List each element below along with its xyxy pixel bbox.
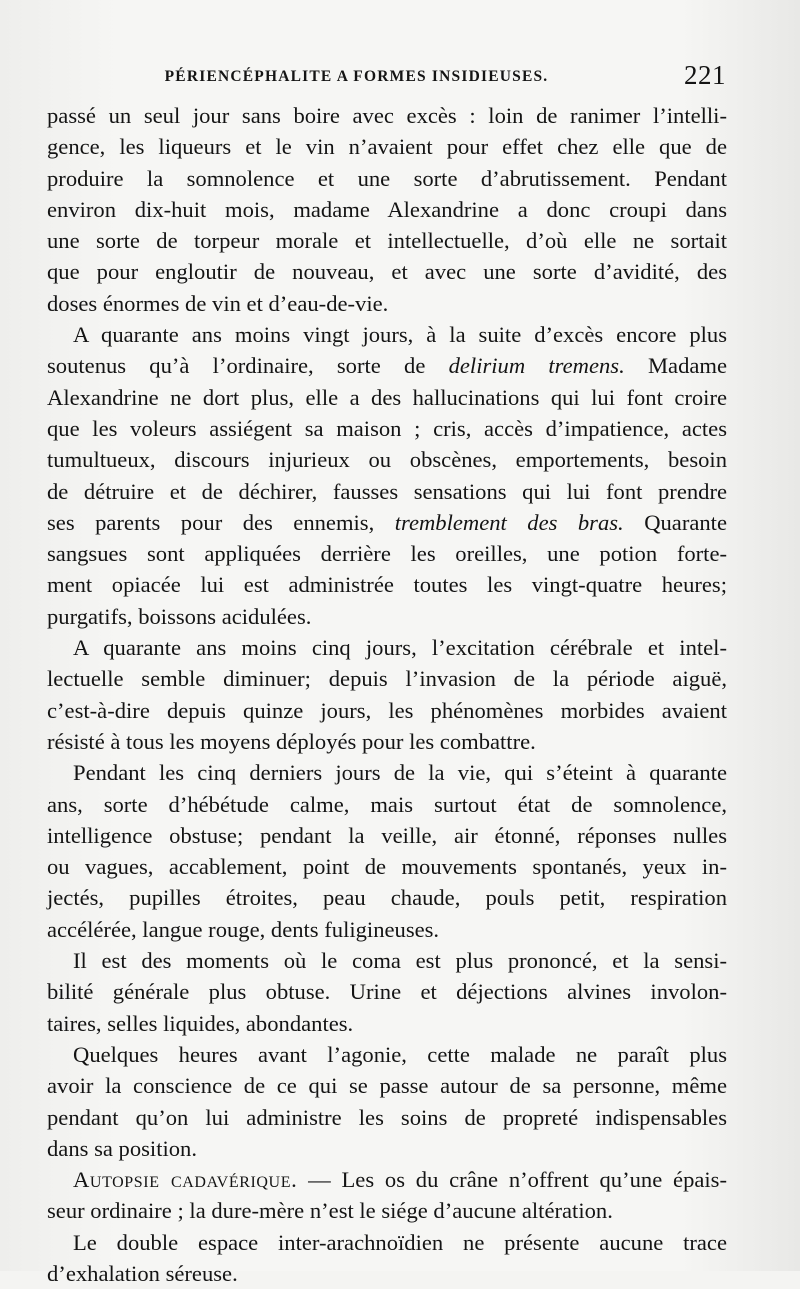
text-line: passé un seul jour sans boire avec excès : loin de ranimer l’intelli- [47,103,727,128]
text-line: gence, les liqueurs et le vin n’avaient pour effet chez elle que de [47,134,727,160]
text-line: pendant qu’on lui administre les soins de propreté indispensables [47,1104,727,1130]
text-line: intelligence obstuse; pendant la veille, air étonné, réponses nulles [47,822,727,848]
text-line: purgatifs, boissons acidulées. [47,603,312,629]
text-line: avoir la conscience de ce qui se passe autour de sa personne, même [47,1073,727,1099]
text-line: seur ordinaire ; la dure-mère n’est le siége d’aucune altération. [47,1198,613,1224]
text-line: taires, selles liquides, abondantes. [47,1010,354,1036]
text-line: environ dix-huit mois, madame Alexandrine a donc croupi dans [47,196,727,222]
paragraph-excitation [47,632,727,757]
text-line: jectés, pupilles étroites, peau chaude, pouls petit, respiration [47,885,727,911]
text-segment: soutenus qu’à l’ordinaire, sorte de [47,353,426,379]
paragraph-arachnoid [47,1227,727,1289]
italic-term: tremblement des bras. [394,509,624,535]
text-line: ans, sorte d’hébétude calme, mais surtout état de somnolence, [47,791,727,817]
text-line: c’est-à-dire depuis quinze jours, les phénomènes morbides avaient [47,697,727,723]
text-line: tumultueux, discours injurieux ou obscènes, emportements, besoin [47,447,727,473]
text-line: produire la somnolence et une sorte d’abrutissement. Pendant [47,165,727,191]
page-number: 221 [684,60,726,90]
text-line: accélérée, langue rouge, dents fuligineuses. [47,916,440,942]
text-line: une sorte de torpeur morale et intellectuelle, d’où elle ne sortait [47,228,727,254]
text-line-mixed [47,1164,727,1195]
text-line: résisté à tous les moyens déployés pour les combattre. [47,728,536,754]
paragraph-continuation [47,100,727,319]
running-title: PÉRIENCÉPHALITE A FORMES INSIDIEUSES. [164,68,549,85]
text-line: Alexandrine ne dort plus, elle a des hallucinations qui lui font croire [47,384,727,410]
text-segment: Quarante [623,509,727,535]
text-segment: ses parents pour des ennemis, [47,509,375,535]
paragraph-last-days [47,757,727,945]
text-line: que les voleurs assiégent sa maison ; cris, accès d’impatience, actes [47,415,727,441]
text-line: A quarante ans moins vingt jours, à la suite d’excès encore plus [73,322,727,348]
text-line: que pour engloutir de nouveau, et avec une sorte d’avidité, des [47,259,727,285]
text-line: Quelques heures avant l’agonie, cette malade ne paraît plus [73,1041,727,1067]
text-line: sangsues sont appliquées derrière les oreilles, une potion forte- [47,541,727,567]
section-lead: Autopsie cadavérique. [73,1167,298,1193]
text-line: Il est des moments où le coma est plus prononcé, et la sensi- [73,948,727,974]
text-line: A quarante ans moins cinq jours, l’excitation cérébrale et intel- [73,635,727,661]
text-line: lectuelle semble diminuer; depuis l’invasion de la période aiguë, [47,666,727,692]
paragraph-agony [47,1039,727,1164]
paragraph-delirium [47,319,727,632]
text-line: ment opiacée lui est administrée toutes les vingt-quatre heures; [47,572,727,598]
text-segment: — Les os du crâne n’offrent qu’une épais- [297,1167,727,1193]
text-line: doses énormes de vin et d’eau-de-vie. [47,290,389,316]
italic-term: delirium tremens. [448,353,625,379]
text-line: de détruire et de déchirer, fausses sensations qui lui font prendre [47,478,727,504]
text-line: Pendant les cinq derniers jours de la vie, qui s’éteint à quarante [73,760,727,786]
page-header [47,60,726,96]
paragraph-autopsy [47,1164,727,1227]
text-line: d’exhalation séreuse. [47,1260,238,1286]
text-line-mixed [47,507,727,538]
text-line: dans sa position. [47,1135,197,1161]
text-line: Le double espace inter-arachnoïdien ne présente aucune trace [73,1229,727,1255]
paragraph-coma [47,945,727,1039]
text-line: bilité générale plus obtuse. Urine et déjections alvines involon- [47,979,727,1005]
body-text [47,100,727,1289]
text-line-mixed [47,350,727,381]
text-segment: Madame [624,353,728,379]
text-line: ou vagues, accablement, point de mouvements spontanés, yeux in- [47,854,727,880]
